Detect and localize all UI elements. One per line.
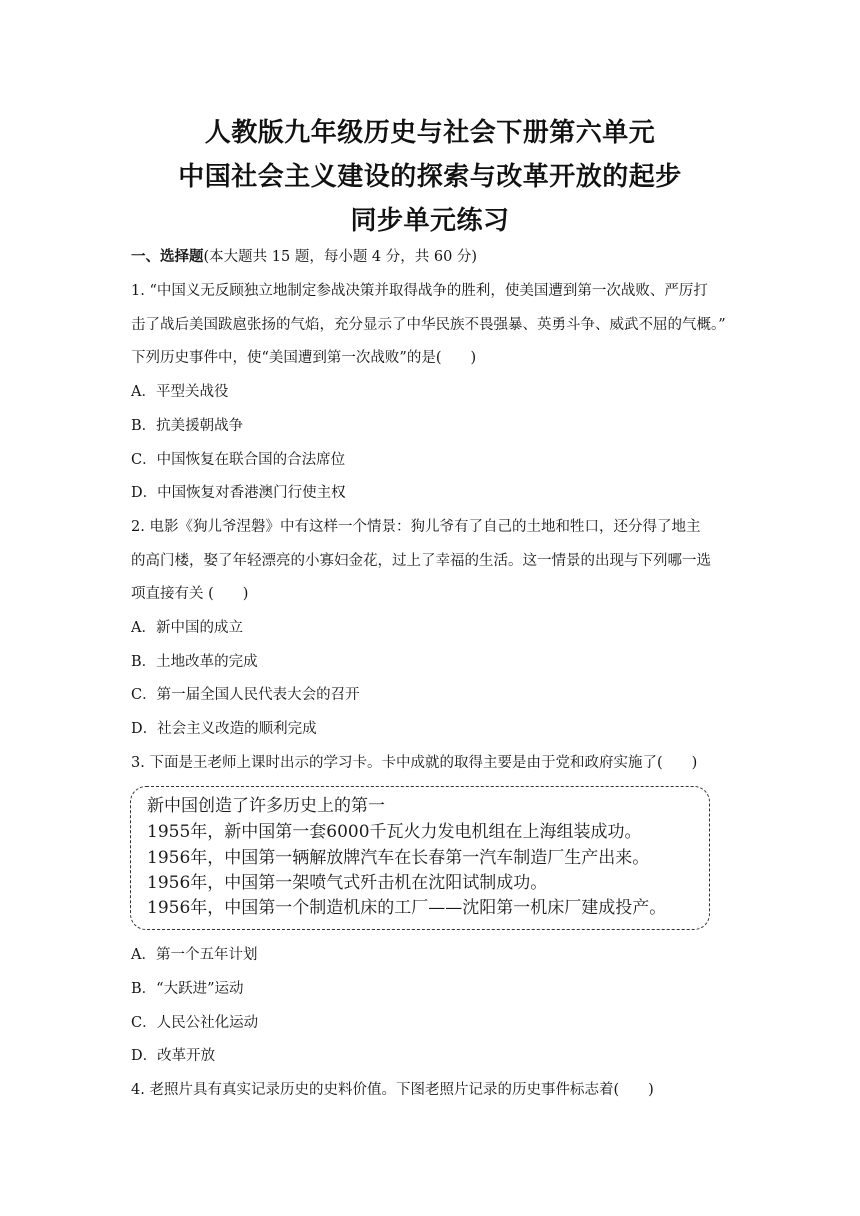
study-card-item-3: 1956年，中国第一架喷气式歼击机在沈阳试制成功。 bbox=[147, 873, 548, 893]
q1-option-c[interactable]: C．中国恢复在联合国的合法席位 bbox=[131, 452, 346, 468]
study-card-heading: 新中国创造了许多历史上的第一 bbox=[147, 796, 385, 816]
q3-option-b[interactable]: B．“大跃进”运动 bbox=[131, 981, 244, 997]
q1-option-b[interactable]: B．抗美援朝战争 bbox=[131, 418, 244, 434]
study-card-item-2: 1956年，中国第一辆解放牌汽车在长春第一汽车制造厂生产出来。 bbox=[147, 848, 650, 868]
title-line-3: 同步单元练习 bbox=[350, 206, 510, 236]
section-heading-label: 一、选择题 bbox=[131, 248, 204, 265]
q1-option-a[interactable]: A．平型关战役 bbox=[131, 384, 229, 400]
q2-stem-line-1: 2. 电影《狗儿爷涅磐》中有这样一个情景：狗儿爷有了自己的土地和牲口，还分得了地主 bbox=[131, 519, 701, 535]
study-card-item-4: 1956年，中国第一个制造机床的工厂——沈阳第一机床厂建成投产。 bbox=[147, 898, 667, 918]
section-heading-note: (本大题共 15 题，每小题 4 分，共 60 分) bbox=[203, 249, 478, 265]
q2-stem-line-3: 项直接有关 ( ) bbox=[131, 586, 249, 602]
study-card-item-1: 1955年，新中国第一套6000千瓦火力发电机组在上海组装成功。 bbox=[147, 822, 642, 842]
q2-option-a[interactable]: A．新中国的成立 bbox=[131, 620, 243, 636]
q2-option-c[interactable]: C．第一届全国人民代表大会的召开 bbox=[131, 687, 360, 703]
q3-option-d[interactable]: D．改革开放 bbox=[131, 1048, 216, 1064]
q2-option-b[interactable]: B．土地改革的完成 bbox=[131, 654, 258, 670]
q2-stem-line-2: 的高门楼，娶了年轻漂亮的小寡妇金花，过上了幸福的生活。这一情景的出现与下列哪一选 bbox=[131, 553, 711, 569]
q1-stem-line-2: 击了战后美国跋扈张扬的气焰，充分显示了中华民族不畏强暴、英勇斗争、威武不屈的气概。” bbox=[131, 317, 726, 333]
q2-option-d[interactable]: D．社会主义改造的顺利完成 bbox=[131, 721, 317, 737]
q1-stem-line-3: 下列历史事件中，使“美国遭到第一次战败”的是( ) bbox=[131, 350, 477, 366]
title-line-1: 人教版九年级历史与社会下册第六单元 bbox=[204, 118, 656, 148]
q1-option-d[interactable]: D．中国恢复对香港澳门行使主权 bbox=[131, 485, 346, 501]
q3-stem-line-1: 3. 下面是王老师上课时出示的学习卡。卡中成就的取得主要是由于党和政府实施了( ) bbox=[131, 755, 698, 771]
q1-stem-line-1: 1. “中国义无反顾独立地制定参战决策并取得战争的胜利，使美国遭到第一次战败、严厉打 bbox=[131, 283, 708, 299]
q4-stem-line-1: 4. 老照片具有真实记录历史的史料价值。下图老照片记录的历史事件标志着( ) bbox=[131, 1082, 654, 1098]
study-card bbox=[130, 786, 710, 930]
title-line-2: 中国社会主义建设的探索与改革开放的起步 bbox=[178, 162, 682, 192]
q3-option-a[interactable]: A．第一个五年计划 bbox=[131, 947, 258, 963]
section-heading bbox=[131, 247, 477, 267]
q3-option-c[interactable]: C．人民公社化运动 bbox=[131, 1015, 259, 1031]
